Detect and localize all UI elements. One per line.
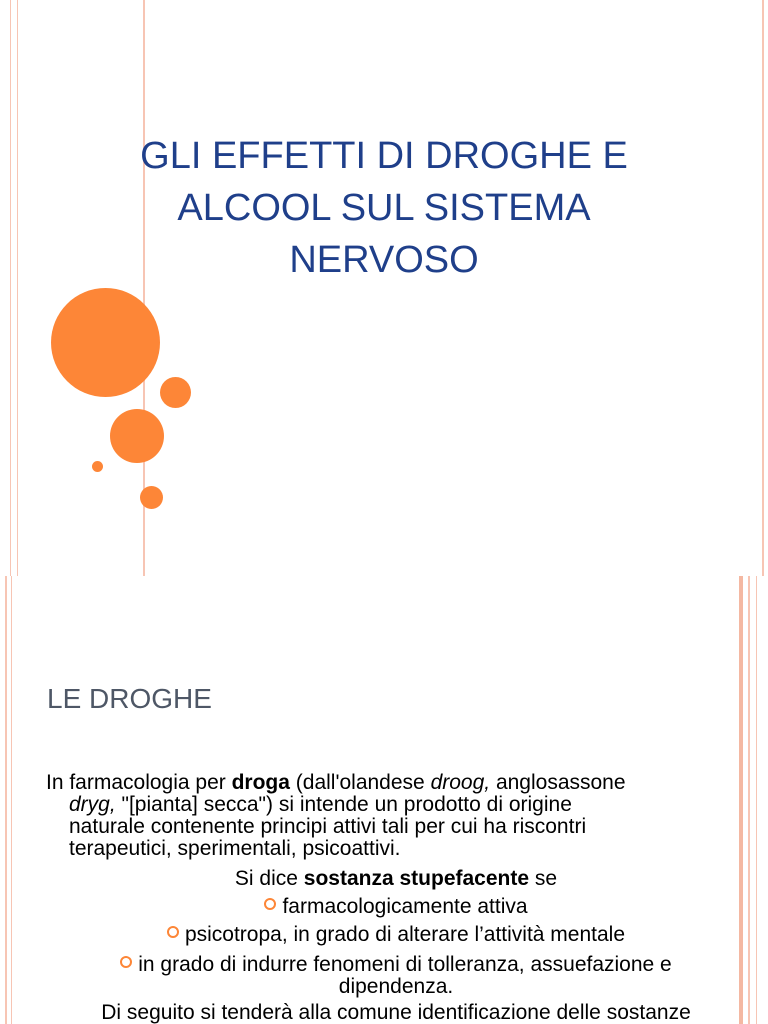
definition-sentence — [46, 868, 746, 890]
content-slide — [0, 576, 768, 1024]
list-item — [46, 924, 746, 946]
text-run: (dall'olandese — [289, 771, 431, 794]
stripe-line — [5, 576, 7, 1024]
stripe-line — [17, 0, 18, 576]
decorative-circle-medium — [110, 409, 164, 463]
closing-sentence: Di seguito si tenderà alla comune identificazione delle sostanze — [101, 1001, 691, 1024]
circle-bullet-icon — [264, 898, 276, 910]
title-line: ALCOOL SUL SISTEMA — [177, 187, 591, 229]
circle-bullet-icon — [120, 956, 132, 968]
slide-heading: LE DROGHE — [47, 683, 212, 714]
stripe-line — [11, 576, 12, 1024]
paragraph-line: naturale contenente principi attivi tali per cui ha riscontri — [69, 815, 587, 838]
text-run: "[pianta] secca") si intende un prodotto di origine — [115, 793, 572, 816]
list-item-text: in grado di indurre fenomeni di tolleranza, assuefazione e — [138, 953, 672, 976]
decorative-circle-small — [140, 486, 163, 509]
list-item-continuation: dipendenza. — [338, 975, 454, 998]
title-line: GLI EFFETTI DI DROGHE E — [140, 135, 628, 177]
decorative-circle-small — [160, 377, 191, 408]
title-line: NERVOSO — [289, 239, 479, 281]
list-item — [46, 896, 746, 918]
list-item-text: psicotropa, in grado di alterare l’attività mentale — [184, 923, 626, 946]
bold-term: sostanza stupefacente — [303, 867, 530, 890]
slide-title — [40, 130, 728, 286]
stripe-line — [748, 576, 750, 1024]
text-run: se — [529, 867, 558, 890]
decorative-dot — [92, 461, 103, 472]
definition-paragraph — [46, 772, 746, 860]
italic-term: dryg, — [69, 793, 116, 816]
italic-term: droog, — [430, 771, 491, 794]
bold-term: droga — [231, 771, 290, 794]
text-run: In farmacologia per — [46, 771, 232, 794]
circle-bullet-icon — [167, 926, 179, 938]
stripe-line — [10, 0, 11, 576]
text-run: anglosassone — [490, 771, 626, 794]
paragraph-line — [46, 794, 746, 816]
list-item — [46, 954, 746, 976]
list-item-text: farmacologicamente attiva — [282, 895, 528, 918]
paragraph-line: terapeutici, sperimentali, psicoattivi. — [69, 837, 401, 860]
slide-body — [46, 772, 746, 1024]
stripe-line — [762, 0, 764, 576]
decorative-circle-large — [51, 288, 160, 397]
stripe-line — [756, 576, 757, 1024]
text-run: Si dice — [234, 867, 304, 890]
